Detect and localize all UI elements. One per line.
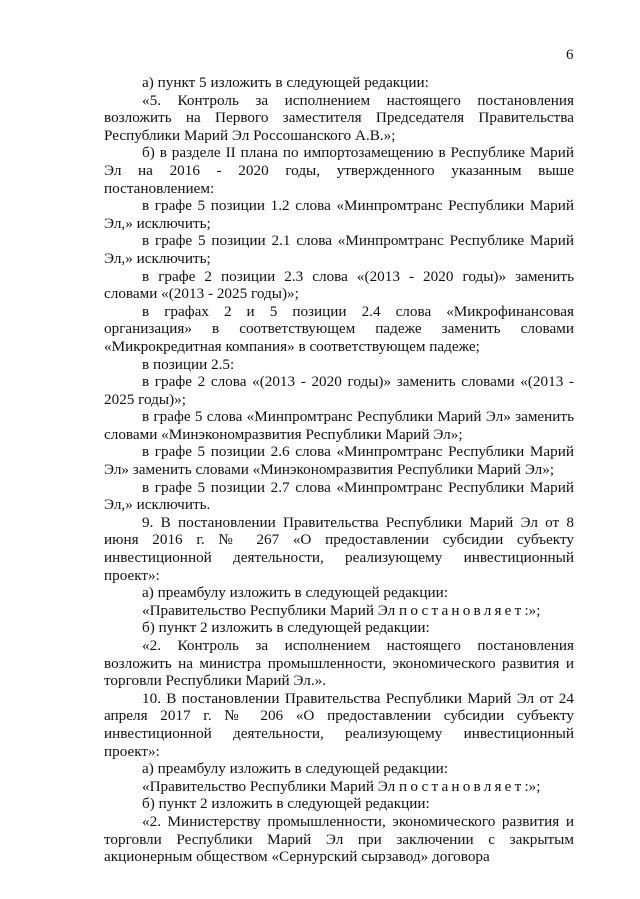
preamble-2-suffix: :»;	[524, 777, 541, 795]
paragraph-2: «5. Контроль за исполнением настоящего постановления возложить на Первого заместителя Председателя Правительства Республики Марий Эл Россошанского А.В.»;	[104, 91, 574, 144]
paragraph-17: «2. Контроль за исполнением настоящего постановления возложить на министра промышленности, экономического развития и торговли Республики Марий Эл.».	[104, 637, 574, 690]
paragraph-19: а) преамбулу изложить в следующей редакции:	[142, 760, 448, 778]
paragraph-5: в графе 5 позиции 2.1 слова «Минпромтранс Республике Марий Эл,» исключить;	[104, 232, 574, 267]
paragraph-12: в графе 5 позиции 2.7 слова «Минпромтранс Республики Марий Эл,» исключить.	[104, 478, 574, 514]
document-body	[104, 74, 574, 866]
preamble-2-spaced: постановляет	[399, 777, 525, 795]
paragraph-3: б) в разделе II плана по импортозамещению в Республике Марий Эл на 2016 - 2020 годы, утвержденного указанным выше постановлением:	[104, 144, 574, 197]
paragraph-7: в графах 2 и 5 позиции 2.4 слова «Микрофинансовая организация» в соответствующем падеже заменить словами «Микрокредитная компания» в соответствующем падеже;	[104, 302, 574, 355]
preamble-1-prefix: «Правительство Республики Марий Эл	[142, 601, 399, 619]
paragraph-14: а) преамбулу изложить в следующей редакции:	[142, 584, 448, 602]
paragraph-16: б) пункт 2 изложить в следующей редакции:	[142, 619, 430, 637]
paragraph-11: в графе 5 позиции 2.6 слова «Минпромтранс Республики Марий Эл» заменить словами «Минэкономразвития Республики Марий Эл»;	[104, 443, 574, 479]
preamble-2-prefix: «Правительство Республики Марий Эл	[142, 777, 399, 795]
paragraph-21: б) пункт 2 изложить в следующей редакции:	[142, 795, 430, 813]
preamble-text-1	[104, 602, 574, 620]
paragraph-1: а) пункт 5 изложить в следующей редакции:	[142, 74, 429, 91]
page-number: 6	[566, 47, 574, 63]
preamble-1-suffix: :»;	[524, 601, 541, 619]
paragraph-4: в графе 5 позиции 1.2 слова «Минпромтранс Республики Марий Эл,» исключить;	[104, 197, 574, 232]
paragraph-13: 9. В постановлении Правительства Республики Марий Эл от 8 июня 2016 г. № 267 «О предоставлении субсидии субъекту инвестиционной деятельности, реализующему инвестиционный проект»:	[104, 513, 574, 584]
paragraph-9: в графе 2 слова «(2013 - 2020 годы)» заменить словами «(2013 - 2025 годы)»;	[104, 373, 574, 408]
paragraph-22: «2. Министерству промышленности, экономического развития и торговли Республики Марий Эл при заключении с закрытым акционерным обществом «Сернурский сырзавод» договора	[104, 812, 574, 866]
preamble-text-2	[104, 778, 574, 796]
paragraph-18: 10. В постановлении Правительства Республики Марий Эл от 24 апреля 2017 г. № 206 «О предоставлении субсидии субъекту инвестиционной деятельности, реализующему инвестиционный проект»:	[104, 689, 574, 760]
paragraph-6: в графе 2 позиции 2.3 слова «(2013 - 2020 годы)» заменить словами «(2013 - 2025 годы)»;	[104, 267, 574, 303]
preamble-1-spaced: постановляет	[399, 601, 525, 619]
paragraph-10: в графе 5 слова «Минпромтранс Республики Марий Эл» заменить словами «Минэкономразвития Республики Марий Эл»;	[104, 408, 574, 443]
paragraph-8: в позиции 2.5:	[142, 355, 235, 373]
